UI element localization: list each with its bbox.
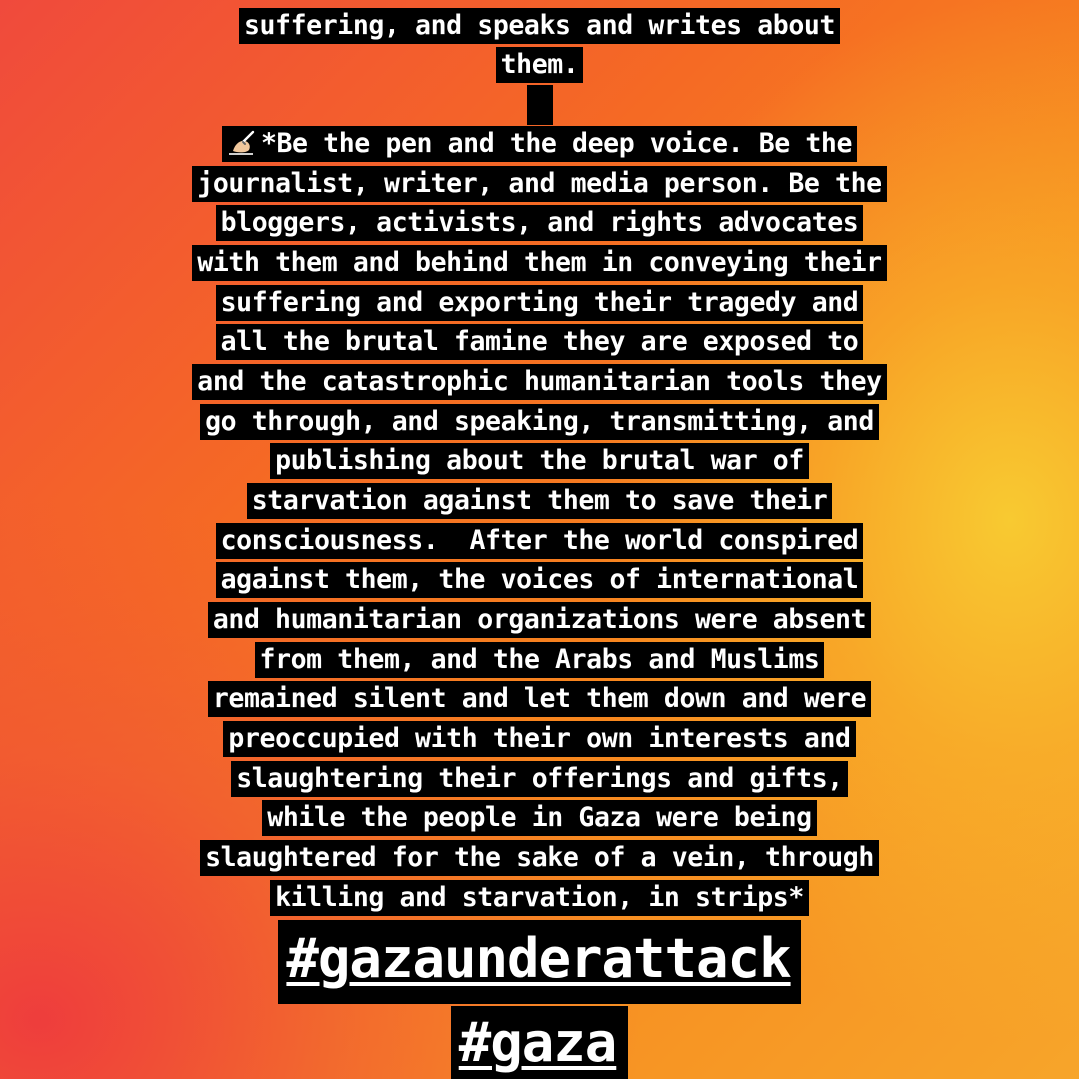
story-text-line: while the people in Gaza were being — [0, 798, 1079, 838]
story-text-line: journalist, writer, and media person. Be the — [0, 164, 1079, 204]
story-text-line: *Be the pen and the deep voice. Be the — [0, 124, 1079, 164]
story-text-line: from them, and the Arabs and Muslims — [0, 640, 1079, 680]
hashtag-label[interactable]: #gazaunderattack — [278, 920, 800, 1004]
story-text-line: them. — [0, 45, 1079, 85]
story-blank-line — [0, 85, 1079, 125]
story-text-line: all the brutal famine they are exposed to — [0, 322, 1079, 362]
story-text-line: go through, and speaking, transmitting, and — [0, 402, 1079, 442]
hashtag-gazaunderattack[interactable] — [0, 920, 1079, 1004]
story-text-line: consciousness. After the world conspired — [0, 521, 1079, 561]
story-text-line: against them, the voices of international — [0, 560, 1079, 600]
story-text-line: with them and behind them in conveying their — [0, 243, 1079, 283]
writing-hand-icon — [227, 130, 257, 156]
story-text-line: and the catastrophic humanitarian tools they — [0, 362, 1079, 402]
story-text-line: slaughtering their offerings and gifts, — [0, 759, 1079, 799]
hashtag-gaza[interactable] — [0, 1006, 1079, 1079]
story-text-line: publishing about the brutal war of — [0, 441, 1079, 481]
story-text-line: suffering, and speaks and writes about — [0, 6, 1079, 46]
story-text-line: and humanitarian organizations were absent — [0, 600, 1079, 640]
story-text-line: bloggers, activists, and rights advocates — [0, 203, 1079, 243]
story-text-line: preoccupied with their own interests and — [0, 719, 1079, 759]
story-text-line: starvation against them to save their — [0, 481, 1079, 521]
story-text-line: remained silent and let them down and were — [0, 679, 1079, 719]
story-text-line: killing and starvation, in strips* — [0, 878, 1079, 918]
story-text-line: slaughtered for the sake of a vein, through — [0, 838, 1079, 878]
story-text-line: suffering and exporting their tragedy and — [0, 283, 1079, 323]
hashtag-label[interactable]: #gaza — [451, 1006, 629, 1079]
